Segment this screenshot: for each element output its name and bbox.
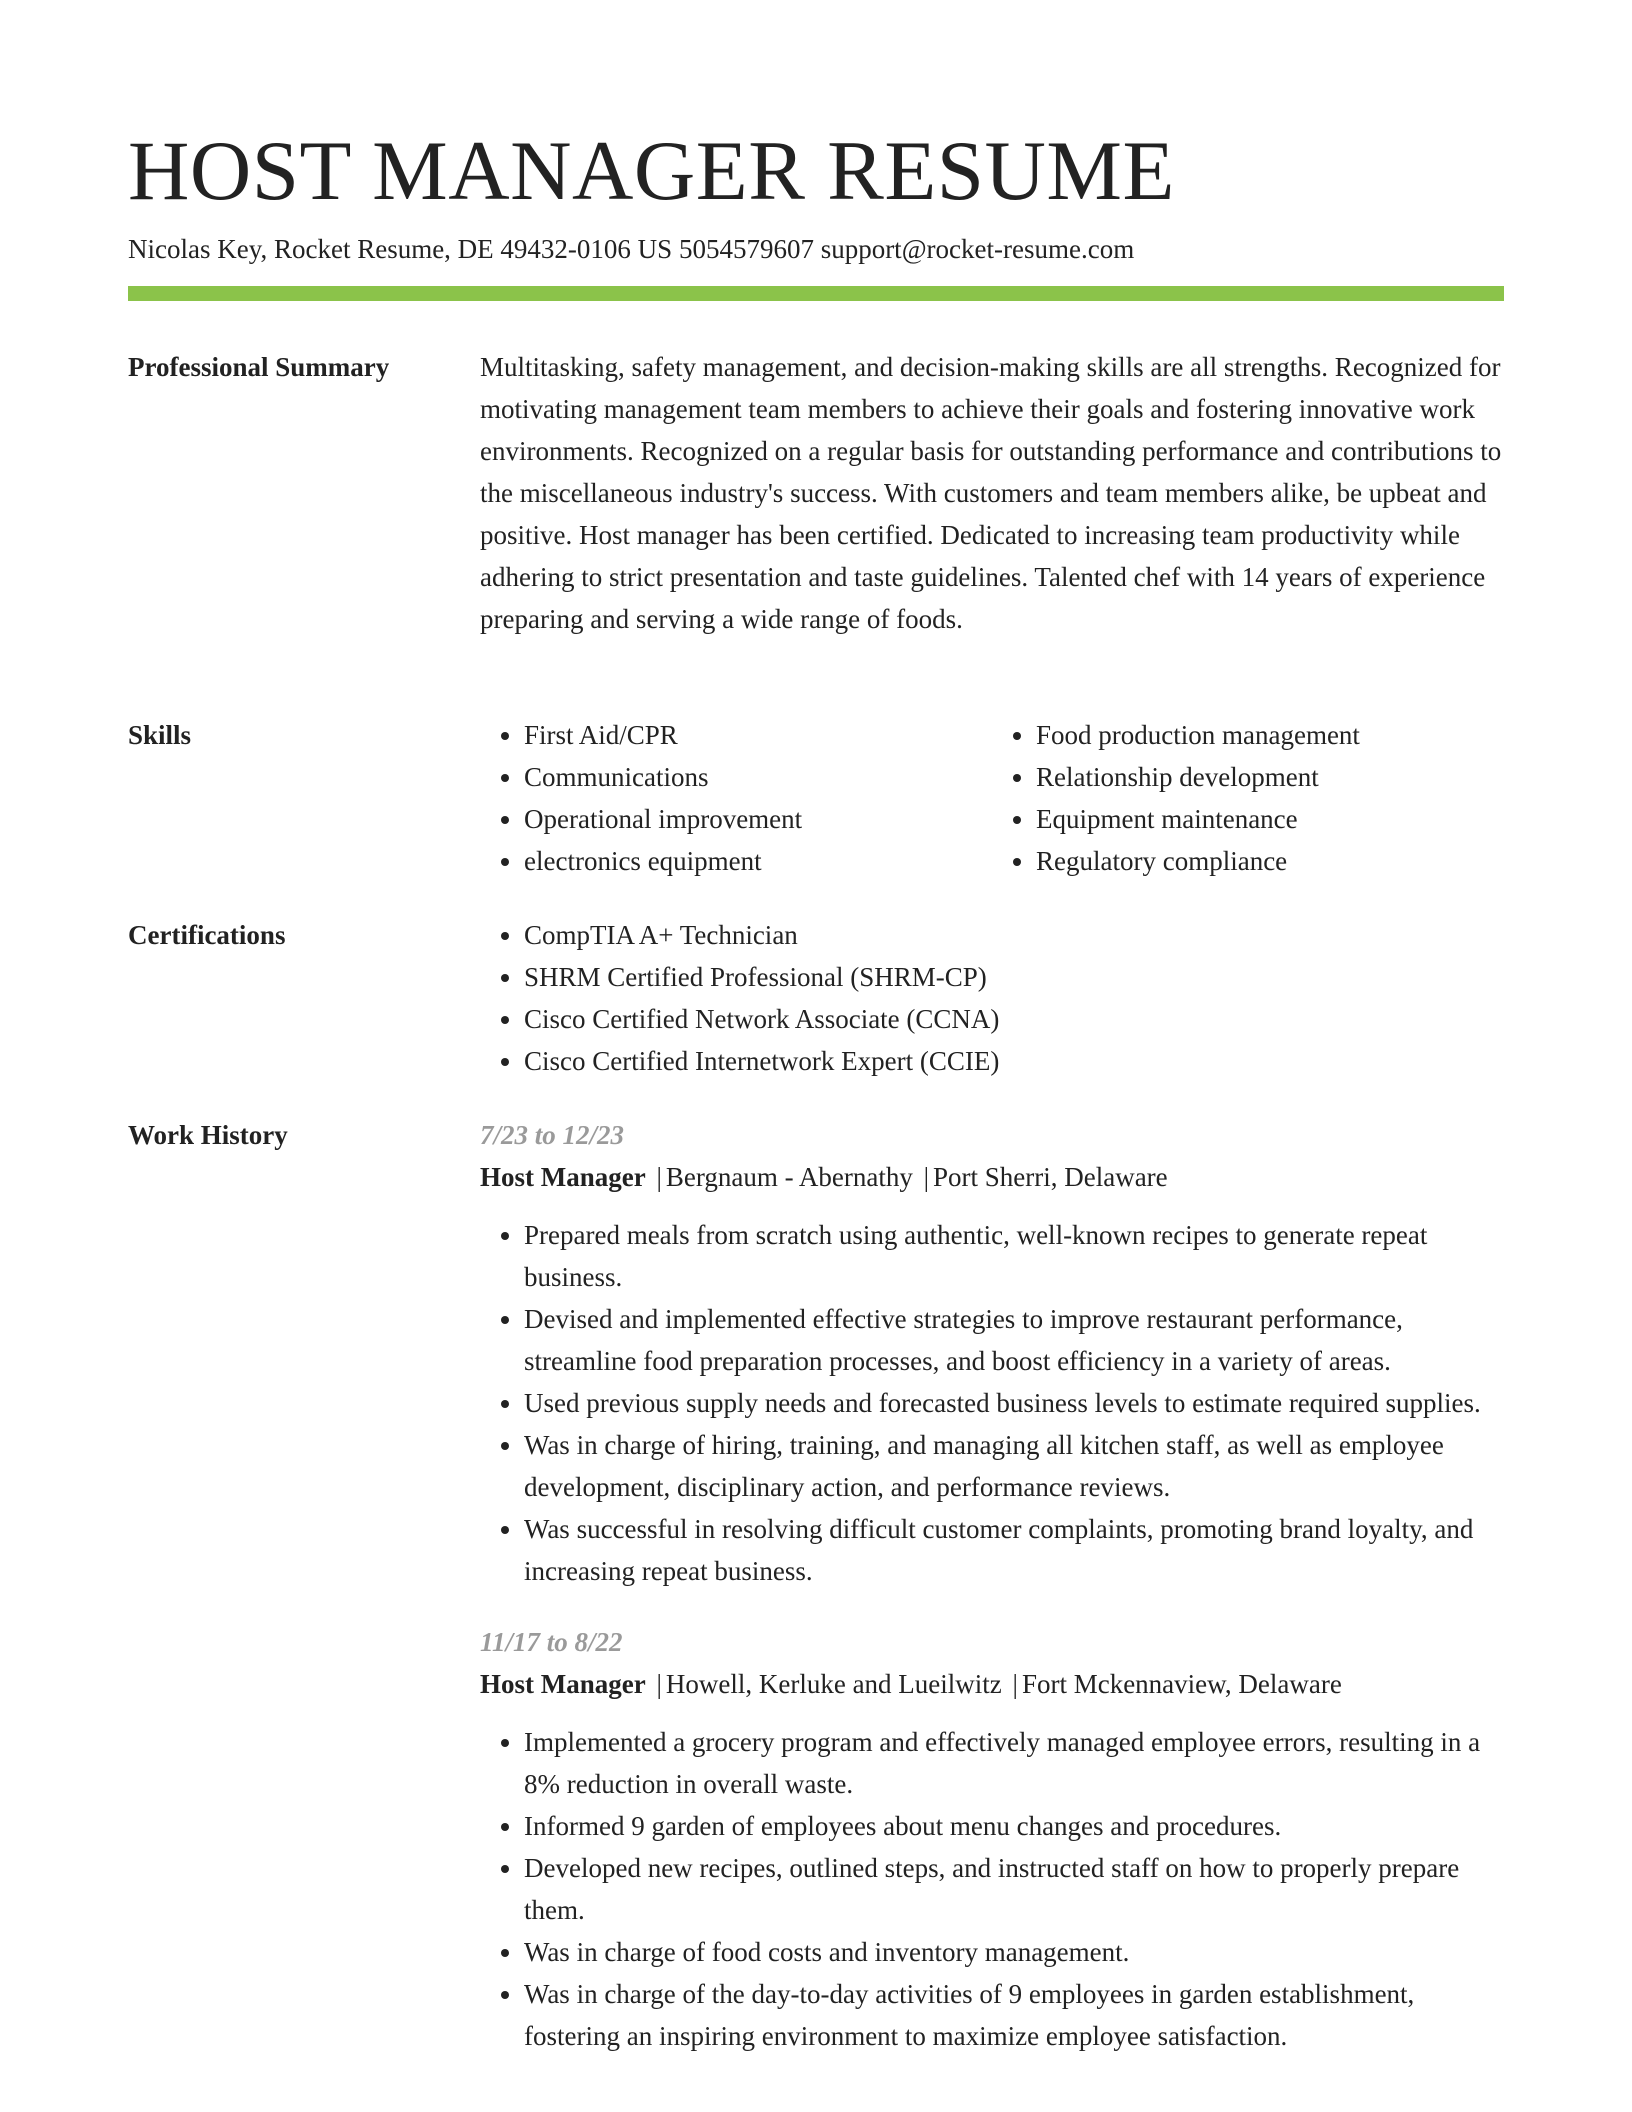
job-separator: | (1012, 1669, 1018, 1699)
job-company: Howell, Kerluke and Lueilwitz (665, 1669, 1002, 1699)
skills-label: Skills (128, 720, 192, 750)
certifications-label: Certifications (128, 920, 286, 950)
skills-list-right (992, 714, 1504, 882)
skill-item: • Communications (524, 756, 992, 798)
job-heading (480, 1663, 1504, 1705)
summary-body (480, 346, 1504, 640)
job-entry (480, 1114, 1504, 1592)
skill-item: • Equipment maintenance (1036, 798, 1504, 840)
job-heading (480, 1156, 1504, 1198)
job-title: Host Manager (480, 1162, 646, 1192)
contact-address: Rocket Resume, DE 49432-0106 US (273, 234, 673, 264)
skill-item: • Relationship development (1036, 756, 1504, 798)
work-history-body (480, 1114, 1504, 2057)
contact-phone: 5054579607 (678, 234, 814, 264)
job-bullet: • Was in charge of the day-to-day activities of 9 employees in garden establishment, fostering an inspiring environment to maximize employee satisfaction. (524, 1973, 1504, 2057)
skill-item: • Food production management (1036, 714, 1504, 756)
job-bullet: • Devised and implemented effective strategies to improve restaurant performance, streamline food preparation processes, and boost efficiency in a variety of areas. (524, 1298, 1504, 1382)
certification-item: • CompTIA A+ Technician (524, 914, 1504, 956)
job-separator: | (923, 1162, 929, 1192)
contact-line (128, 231, 1134, 267)
skills-body (480, 714, 1504, 882)
job-bullet: • Was in charge of hiring, training, and managing all kitchen staff, as well as employee development, disciplinary action, and performance reviews. (524, 1424, 1504, 1508)
skills-list-left (480, 714, 992, 882)
job-bullet: • Was successful in resolving difficult customer complaints, promoting brand loyalty, and increasing repeat business. (524, 1508, 1504, 1592)
certifications-body (480, 914, 1504, 1082)
accent-divider (128, 286, 1504, 301)
job-dates: 11/17 to 8/22 (480, 1627, 623, 1657)
job-location: Port Sherri, Delaware (932, 1162, 1168, 1192)
skill-item: • Operational improvement (524, 798, 992, 840)
skill-item: • First Aid/CPR (524, 714, 992, 756)
certification-item: • Cisco Certified Network Associate (CCNA) (524, 998, 1504, 1040)
job-bullet: • Implemented a grocery program and effectively managed employee errors, resulting in a 8% reduction in overall waste. (524, 1721, 1504, 1805)
certifications-list (480, 914, 1504, 1082)
skill-item: • electronics equipment (524, 840, 992, 882)
certification-item: • SHRM Certified Professional (SHRM-CP) (524, 956, 1504, 998)
job-location: Fort Mckennaview, Delaware (1021, 1669, 1342, 1699)
summary-label: Professional Summary (128, 352, 390, 382)
job-bullet: • Informed 9 garden of employees about menu changes and procedures. (524, 1805, 1504, 1847)
job-dates: 7/23 to 12/23 (480, 1120, 625, 1150)
job-company: Bergnaum - Abernathy (665, 1162, 913, 1192)
job-bullets (480, 1214, 1504, 1592)
job-bullet: • Used previous supply needs and forecasted business levels to estimate required supplies. (524, 1382, 1504, 1424)
job-separator: | (656, 1669, 662, 1699)
certification-item: • Cisco Certified Internetwork Expert (CCIE) (524, 1040, 1504, 1082)
job-bullets (480, 1721, 1504, 2057)
contact-email: support@rocket-resume.com (820, 234, 1135, 264)
work-history-label: Work History (128, 1120, 288, 1150)
job-entry (480, 1621, 1504, 2057)
skill-item: • Regulatory compliance (1036, 840, 1504, 882)
job-separator: | (656, 1162, 662, 1192)
resume-title: HOST MANAGER RESUME (128, 124, 1175, 218)
job-bullet: • Prepared meals from scratch using authentic, well-known recipes to generate repeat business. (524, 1214, 1504, 1298)
job-bullet: • Developed new recipes, outlined steps, and instructed staff on how to properly prepare them. (524, 1847, 1504, 1931)
job-title: Host Manager (480, 1669, 646, 1699)
contact-name: Nicolas Key, (128, 234, 268, 264)
summary-text: Multitasking, safety management, and decision-making skills are all strengths. Recognized for motivating management team members to achieve their goals and fostering innovative work environments. Recognized on a regular basis for outstanding performance and contributions to the miscellaneous industry's success. With customers and team members alike, be upbeat and positive. Host manager has been certified. Dedicated to increasing team productivity while adhering to strict presentation and taste guidelines. Talented chef with 14 years of experience preparing and serving a wide range of foods. (480, 352, 1502, 634)
job-bullet: • Was in charge of food costs and inventory management. (524, 1931, 1504, 1973)
